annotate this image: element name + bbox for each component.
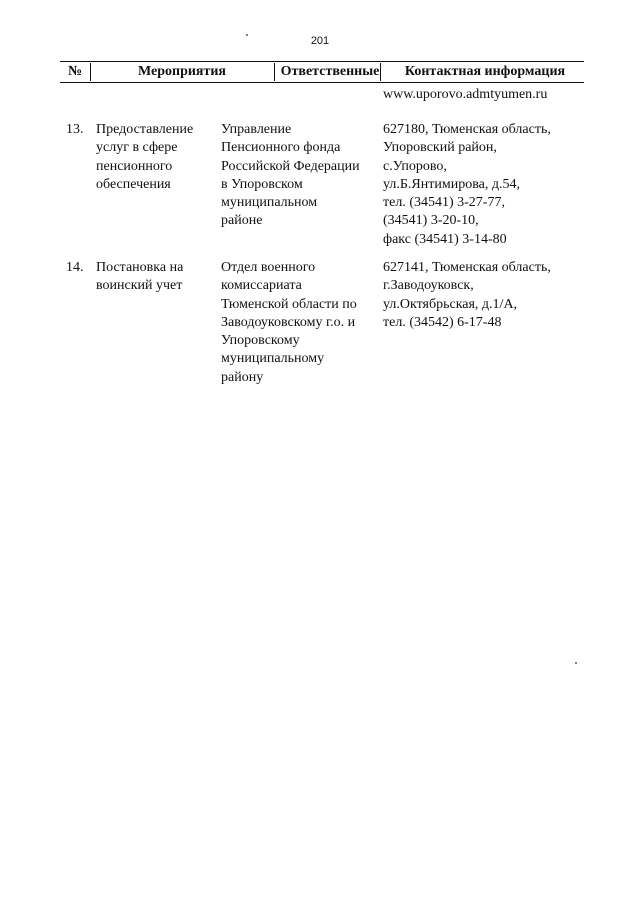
contact-line: 627141, Тюменская область, (383, 260, 551, 275)
responsible-line: муниципальному (221, 351, 325, 367)
contact-line: факс (34541) 3-14-80 (383, 231, 507, 247)
contact-line: тел. (34542) 6-17-48 (383, 314, 502, 330)
responsible-line: Российской Федерации (221, 158, 360, 174)
table-header (60, 61, 584, 83)
scan-speck (246, 34, 248, 36)
responsible-line: Упоровскому (221, 333, 300, 349)
event-cell (96, 121, 193, 194)
event-line: воинский учет (96, 278, 183, 294)
row-number: 14. (66, 260, 84, 275)
responsible-line: району (221, 369, 264, 385)
contact-line: тел. (34541) 3-27-77, (383, 195, 505, 211)
event-cell (96, 259, 183, 296)
contact-line: Упоровский район, (383, 140, 497, 156)
event-line: Предоставление (96, 122, 194, 137)
responsible-line: муниципальном (221, 195, 318, 211)
responsible-line: Отдел военного (221, 260, 316, 275)
contact-line: www.uporovo.admtyumen.ru (383, 87, 548, 102)
contact-cell (383, 121, 551, 249)
event-line: пенсионного (96, 158, 173, 174)
contact-line: с.Упорово, (383, 158, 447, 174)
header-events: Мероприятия (137, 64, 227, 79)
contact-line: г.Заводоуковск, (383, 278, 474, 294)
responsible-line: Тюменской области по (221, 296, 357, 312)
event-line: обеспечения (96, 176, 171, 192)
scan-speck (575, 662, 577, 664)
event-line: Постановка на (96, 260, 184, 275)
contact-cell (383, 259, 551, 332)
responsible-cell (221, 121, 360, 231)
responsible-line: районе (221, 213, 263, 229)
contact-line: ул.Октябрьская, д.1/А, (383, 296, 518, 312)
contact-line: 627180, Тюменская область, (383, 122, 551, 137)
contact-line: (34541) 3-20-10, (383, 213, 479, 229)
page-number: 201 (310, 35, 330, 47)
row-number: 13. (66, 122, 84, 137)
event-line: услуг в сфере (96, 140, 178, 156)
responsible-line: Управление (221, 122, 292, 137)
responsible-line: комиссариата (221, 278, 302, 294)
contact-line: ул.Б.Янтимирова, д.54, (383, 176, 520, 192)
responsible-line: Заводоуковскому г.о. и (221, 314, 356, 330)
header-contact: Контактная информация (404, 64, 566, 79)
header-responsible: Ответственные (280, 64, 380, 79)
responsible-line: Пенсионного фонда (221, 140, 341, 156)
header-number: № (67, 64, 83, 79)
responsible-cell (221, 259, 357, 387)
contact-continuation (383, 86, 547, 104)
responsible-line: в Упоровском (221, 176, 303, 192)
